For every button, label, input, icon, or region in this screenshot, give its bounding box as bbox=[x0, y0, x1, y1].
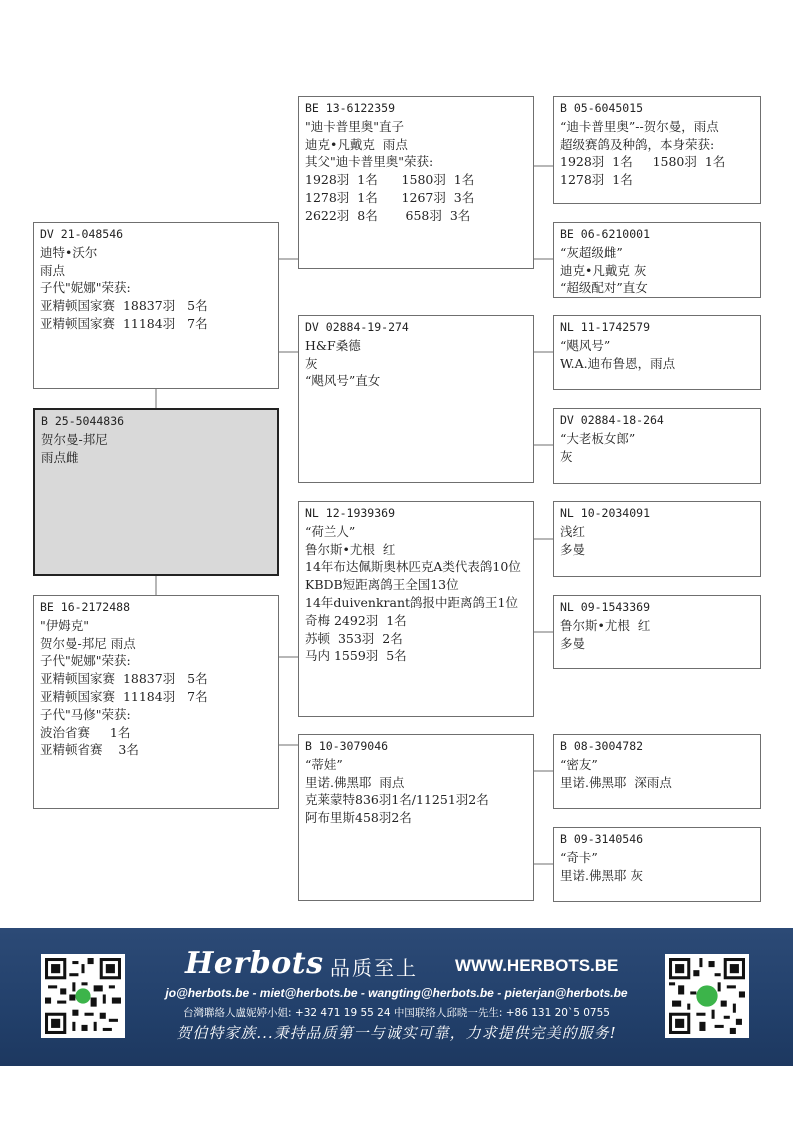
ring-number: DV 21-048546 bbox=[40, 227, 124, 241]
pedigree-sire-dam bbox=[298, 315, 534, 483]
ring-number: DV 02884-18-264 bbox=[560, 413, 664, 427]
pedigree-line: 灰 bbox=[560, 448, 573, 464]
pedigree-line: 其父"迪卡普里奥"荣获: bbox=[305, 154, 434, 170]
pedigree-line: 马内 1559羽 5名 bbox=[305, 648, 407, 664]
ring-number: DV 02884-19-274 bbox=[305, 320, 409, 334]
pedigree-line: “奇卡” bbox=[560, 849, 598, 865]
pedigree-line: 1278羽 1名 bbox=[560, 172, 633, 188]
pedigree-sire-sire bbox=[298, 96, 534, 269]
pedigree-line: 亚精顿省赛 3名 bbox=[40, 742, 139, 758]
contact-phones: 台灣聯絡人盧妮婷小姐: +32 471 19 55 24 中国联络人邱晓一先生: +86 131 20`5 0755 bbox=[183, 1007, 610, 1019]
pedigree-line: 亚精顿国家赛 11184羽 7名 bbox=[40, 315, 208, 331]
pedigree-line: KBDB短距离鸽王全国13位 bbox=[305, 577, 459, 593]
pedigree-sss bbox=[553, 96, 761, 204]
pedigree-line: 里诺.佛黑耶 灰 bbox=[560, 867, 643, 883]
pedigree-line: “迪卡普里奥”--贺尔曼，雨点 bbox=[560, 118, 719, 134]
pedigree-line: 多曼 bbox=[560, 541, 586, 557]
brand-slogan: 品质至上 bbox=[330, 956, 418, 980]
pedigree-line: 鲁尔斯•尤根 红 bbox=[305, 541, 396, 557]
pedigree-line: 迪克•凡戴克 灰 bbox=[560, 262, 647, 278]
ring-number: BE 16-2172488 bbox=[40, 600, 131, 614]
pedigree-line: 14年布达佩斯奥林匹克A类代表鸽10位 bbox=[305, 559, 521, 575]
ring-number: NL 10-2034091 bbox=[560, 506, 651, 520]
pedigree-line: “超级配对”直女 bbox=[560, 280, 648, 296]
pedigree-line: 苏顿 353羽 2名 bbox=[305, 630, 403, 646]
pedigree-sds bbox=[553, 315, 761, 390]
pedigree-line: W.A.迪布鲁恩，雨点 bbox=[560, 355, 676, 371]
pedigree-line: 1928羽 1名 1580羽 1名 bbox=[305, 172, 475, 188]
pedigree-line: "伊姆克" bbox=[40, 617, 89, 633]
pedigree-line: “飓风号” bbox=[560, 337, 611, 353]
website-link[interactable]: WWW.HERBOTS.BE bbox=[455, 956, 619, 975]
pedigree-line: 子代"妮娜"荣获: bbox=[40, 653, 131, 669]
pedigree-line: “密友” bbox=[560, 756, 598, 772]
pedigree-sire bbox=[33, 222, 279, 389]
pedigree-line: “飓风号”直女 bbox=[305, 373, 381, 389]
pedigree-ddd bbox=[553, 827, 761, 902]
pedigree-line: 雨点 bbox=[40, 262, 66, 278]
pedigree-line: 超级赛鸽及种鸽，本身荣获: bbox=[560, 136, 715, 152]
pedigree-line: 贺尔曼-邦尼 bbox=[41, 431, 108, 447]
pedigree-line: 里诺.佛黑耶 雨点 bbox=[305, 774, 405, 790]
pedigree-line: 灰 bbox=[305, 355, 318, 371]
ring-number: NL 12-1939369 bbox=[305, 506, 396, 520]
pedigree-line: 波治省赛 1名 bbox=[40, 724, 131, 740]
pedigree-line: 雨点雌 bbox=[41, 449, 79, 465]
herbots-logo: Herbots bbox=[185, 946, 324, 981]
ring-number: BE 13-6122359 bbox=[305, 101, 396, 115]
pedigree-line: 2622羽 8名 658羽 3名 bbox=[305, 207, 471, 223]
pedigree-line: “大老板女郎” bbox=[560, 430, 636, 446]
pedigree-line: "迪卡普里奥"直子 bbox=[305, 118, 404, 134]
pedigree-sdd bbox=[553, 408, 761, 484]
pedigree-line: 1278羽 1名 1267羽 3名 bbox=[305, 189, 475, 205]
pedigree-line: 多曼 bbox=[560, 635, 586, 651]
pedigree-line: 克莱蒙特836羽1名/11251羽2名 bbox=[305, 792, 489, 808]
footer-banner bbox=[0, 928, 793, 1066]
company-motto: 贺伯特家族...秉持品质第一与诚实可靠，力求提供完美的服务! bbox=[176, 1024, 617, 1042]
pedigree-line: 子代"妮娜"荣获: bbox=[40, 280, 131, 296]
pedigree-line: 子代"马修"荣获: bbox=[40, 706, 131, 722]
ring-number: B 05-6045015 bbox=[560, 101, 644, 115]
contact-emails[interactable]: jo@herbots.be - miet@herbots.be - wangting@herbots.be - pieterjan@herbots.be bbox=[165, 986, 628, 1000]
pedigree-line: 亚精顿国家赛 11184羽 7名 bbox=[40, 688, 208, 704]
pedigree-dam-dam bbox=[298, 734, 534, 901]
pedigree-ssd bbox=[553, 222, 761, 298]
pedigree-line: 浅红 bbox=[560, 523, 586, 539]
pedigree-line: 1928羽 1名 1580羽 1名 bbox=[560, 154, 726, 170]
pedigree-line: “荷兰人” bbox=[305, 523, 356, 539]
pedigree-line: H&F桑德 bbox=[305, 337, 361, 353]
ring-number: B 10-3079046 bbox=[305, 739, 389, 753]
pedigree-line: 鲁尔斯•尤根 红 bbox=[560, 617, 651, 633]
pedigree-line: 迪特•沃尔 bbox=[40, 244, 98, 260]
pedigree-subject bbox=[33, 408, 279, 576]
ring-number: B 09-3140546 bbox=[560, 832, 644, 846]
pedigree-line: 里诺.佛黑耶 深雨点 bbox=[560, 774, 672, 790]
brand-row bbox=[185, 944, 619, 984]
pedigree-line: 迪克•凡戴克 雨点 bbox=[305, 136, 408, 152]
pedigree-dds bbox=[553, 734, 761, 809]
pedigree-dam-sire bbox=[298, 501, 534, 717]
pedigree-line: 亚精顿国家赛 18837羽 5名 bbox=[40, 298, 208, 314]
ring-number: NL 09-1543369 bbox=[560, 600, 651, 614]
ring-number: BE 06-6210001 bbox=[560, 227, 651, 241]
pedigree-dsd bbox=[553, 595, 761, 669]
ring-number: B 25-5044836 bbox=[41, 414, 125, 428]
pedigree-line: 奇梅 2492羽 1名 bbox=[305, 612, 407, 628]
pedigree-dam bbox=[33, 595, 279, 809]
ring-number: B 08-3004782 bbox=[560, 739, 644, 753]
pedigree-line: “蒂娃” bbox=[305, 756, 343, 772]
ring-number: NL 11-1742579 bbox=[560, 320, 651, 334]
pedigree-line: “灰超级雌” bbox=[560, 244, 623, 260]
pedigree-dss bbox=[553, 501, 761, 577]
pedigree-line: 亚精顿国家赛 18837羽 5名 bbox=[40, 671, 208, 687]
pedigree-line: 贺尔曼-邦尼 雨点 bbox=[40, 635, 136, 651]
pedigree-line: 14年duivenkrant鸽报中距离鸽王1位 bbox=[305, 594, 518, 610]
pedigree-line: 阿布里斯458羽2名 bbox=[305, 810, 412, 826]
